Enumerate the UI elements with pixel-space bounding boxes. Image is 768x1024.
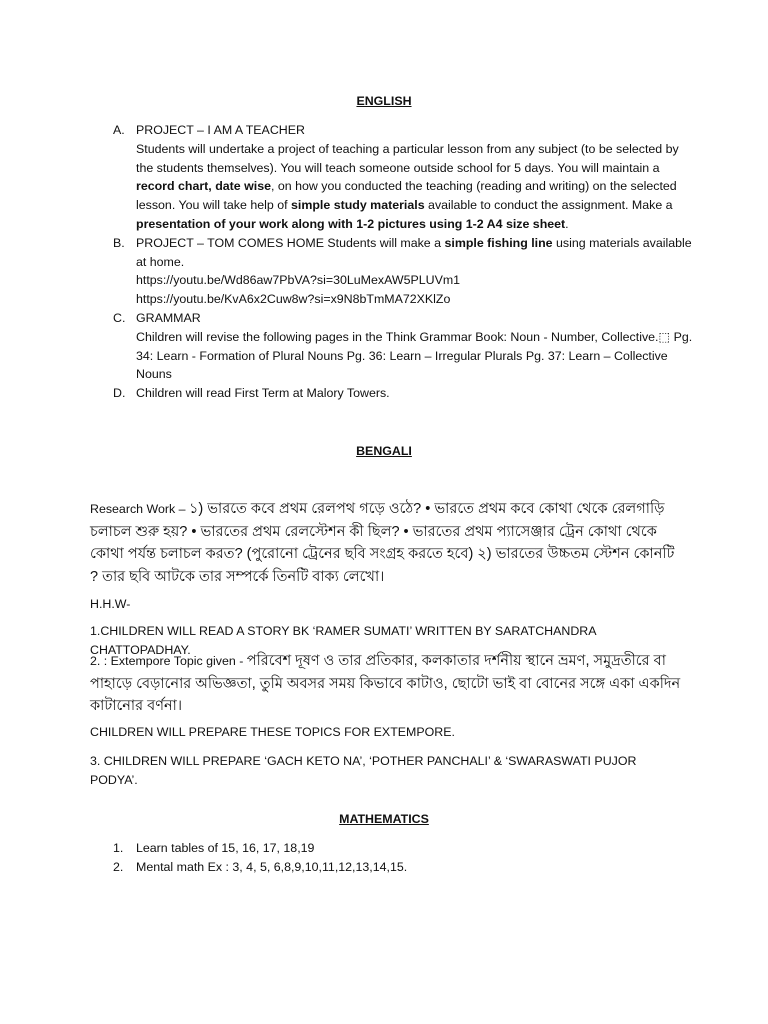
grammar-body: Children will revise the following pages in the Think Grammar Book: Noun - Number, Collective.⬚ Pg. 34: Learn - Formation of Plural Nouns Pg. 36: Learn – Irregular Plurals Pg. 37: Learn – Collective Nouns <box>136 329 693 382</box>
research-work <box>90 498 682 588</box>
extempore-topics <box>90 650 682 718</box>
bengali-line-4: 3. CHILDREN WILL PREPARE ‘GACH KETO NA’, ‘POTHER PANCHALI’ & ‘SWARASWATI PUJOR PODYA’. <box>90 754 637 787</box>
english-list <box>113 121 693 403</box>
project-tom-body: PROJECT – TOM COMES HOME Students will make a simple fishing line using materials available at home. <box>136 235 692 269</box>
video-link-1[interactable]: https://youtu.be/Wd86aw7PbVA?si=30LuMexAW5PLUVm1 <box>136 273 461 288</box>
bengali-line-3: CHILDREN WILL PREPARE THESE TOPICS FOR EXTEMPORE. <box>90 725 455 739</box>
list-item-b <box>113 234 693 309</box>
list-marker: D. <box>113 386 126 401</box>
mathematics-list <box>113 839 693 877</box>
english-heading: ENGLISH <box>356 94 412 108</box>
research-text: ১) ভারতে কবে প্রথম রেলপথ গড়ে ওঠে? • ভারতে প্রথম কবে কোথা থেকে রেলগাড়ি চলাচল শুরু হয়? • ভারতের প্রথম রেলস্টেশন কী ছিল? • ভারতের প্রথম প্যাসেঞ্জার ট্রেন কোথা থেকে কোথা পর্যন্ত চলাচল করত? (পুরোনো ট্রেনের ছবি সংগ্রহ করতে হবে) ২) ভারতের উচ্চতম স্টেশন কোনটি ? তার ছবি আটকে তার সম্পর্কে তিনটি বাক্য লেখো। <box>90 501 675 585</box>
project-teacher-title: PROJECT – I AM A TEACHER <box>136 123 305 137</box>
reading-body: Children will read First Term at Malory Towers. <box>136 386 390 401</box>
research-label: Research Work – <box>90 502 189 516</box>
list-item-2 <box>113 858 693 877</box>
project-teacher-body: Students will undertake a project of teaching a particular lesson from any subject (to be selected by the students themselves). You will teach someone outside school for 5 days. You will maintain a record chart, date wise, on how you conducted the teaching (reading and writing) on the selected lesson. You will take help of simple study materials available to conduct the assignment. Make a presentation of your work along with 1-2 pictures using 1-2 A4 size sheet. <box>136 141 679 231</box>
math-item-text: Mental math Ex : 3, 4, 5, 6,8,9,10,11,12,13,14,15. <box>136 859 408 874</box>
list-marker: C. <box>113 310 126 325</box>
list-marker: A. <box>113 123 125 137</box>
bengali-line-1: 1.CHILDREN WILL READ A STORY BK ‘RAMER SUMATI’ WRITTEN BY SARATCHANDRA CHATTOPADHAY. <box>90 624 596 657</box>
list-item-d <box>113 384 693 403</box>
list-marker: B. <box>113 235 125 250</box>
grammar-title: GRAMMAR <box>136 310 201 325</box>
bengali-heading: BENGALI <box>356 444 412 458</box>
extempore-text: পরিবেশ দূষণ ও তার প্রতিকার, কলকাতার দর্শনীয় স্থানে ভ্রমণ, সমুদ্রতীরে বা পাহাড়ে বেড়ানোর অভিজ্ঞতা, তুমি অবসর সময় কিভাবে কাটাও, ছোটো ভাই বা বোনের সঙ্গে একা একদিন কাটানোর বর্ণনা। <box>90 653 681 715</box>
extempore-label: 2. : Extempore Topic given - <box>90 654 247 668</box>
list-item-c <box>113 309 693 384</box>
video-link-2[interactable]: https://youtu.be/KvA6x2Cuw8w?si=x9N8bTmMA72XKlZo <box>136 292 451 307</box>
math-item-text: Learn tables of 15, 16, 17, 18,19 <box>136 841 315 855</box>
list-marker: 2. <box>113 859 124 874</box>
list-item-a <box>113 121 693 234</box>
list-item-1 <box>113 839 693 858</box>
list-marker: 1. <box>113 841 124 855</box>
hhw-label: H.H.W- <box>90 597 131 611</box>
mathematics-heading: MATHEMATICS <box>339 812 429 826</box>
